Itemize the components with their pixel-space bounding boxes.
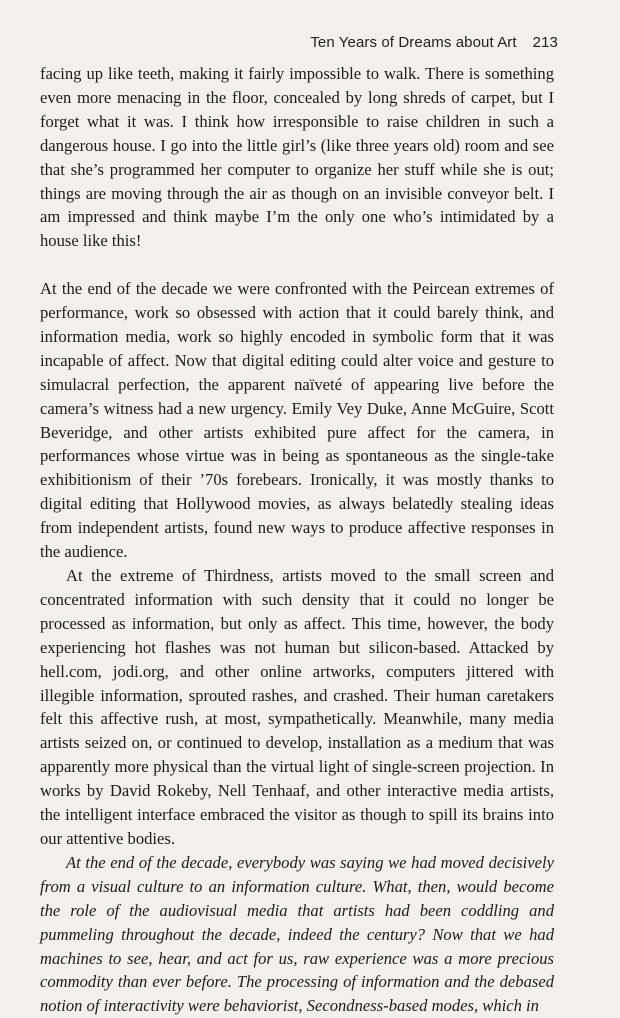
paragraph: At the end of the decade we were confronted with the Peircean extremes of performance, work so obsessed with action that it could barely think, and information media, work so highly encoded in symbolic form that it was incapable of affect. Now that digital editing could alter voice and gesture to simulacral perfection, the apparent naïveté of appearing live before the camera’s witness had a new urgency. Emily Vey Duke, Anne McGuire, Scott Beveridge, and other artists exhibited pure affect for the camera, in performances whose virtue was in being as spontaneous as the single-take exhibitionism of their ’70s forebears. Ironically, it was mostly thanks to digital editing that Hollywood movies, as always belatedly stealing ideas from independent artists, found new ways to produce affective responses in the audience. bbox=[40, 279, 554, 562]
paragraph: At the extreme of Thirdness, artists moved to the small screen and concentrated information with such density that it could no longer be processed as information, but only as affect. This time, however, the body experiencing hot flashes was not human but silicon-based. Attacked by hell.com, jodi.org, and other online artworks, computers jittered with illegible information, sprouted rashes, and crashed. Their human caretakers felt this affective rush, at most, sympathetically. Meanwhile, many media artists seized on, or continued to develop, installation as a medium that was apparently more physical than the virtual light of single-screen projection. In works by David Rokeby, Nell Tenhaaf, and other interactive media artists, the intelligent interface embraced the visitor as though to spill its brains into our attentive bodies. bbox=[40, 566, 554, 848]
running-head-title: Ten Years of Dreams about Art bbox=[310, 34, 517, 51]
page-number: 213 bbox=[532, 34, 558, 51]
paragraph-continued: facing up like teeth, making it fairly impossible to walk. There is something even more menacing in the floor, concealed by long shreds of carpet, but I forget what it was. I think how irresponsible to raise children in such a dangerous house. I go into the little girl’s (like three years old) room and see that she’s programmed her computer to organize her stuff while she is out; things are moving through the air as though on an invisible conveyor belt. I am impressed and think maybe I’m the only one who’s intimidated by a house like this! bbox=[40, 64, 554, 251]
running-head bbox=[310, 34, 558, 51]
section-break bbox=[40, 253, 554, 277]
body-text bbox=[40, 62, 554, 1018]
paragraph-italic: At the end of the decade, everybody was saying we had moved decisively from a visual culture to an information culture. What, then, would become the role of the audiovisual media that artists had been coddling and pummeling throughout the decade, indeed the century? Now that we had machines to see, hear, and act for us, raw experience was a more precious commodity than ever before. The processing of information and the debased notion of interactivity were behaviorist, Secondness-based modes, which in bbox=[40, 852, 554, 1016]
